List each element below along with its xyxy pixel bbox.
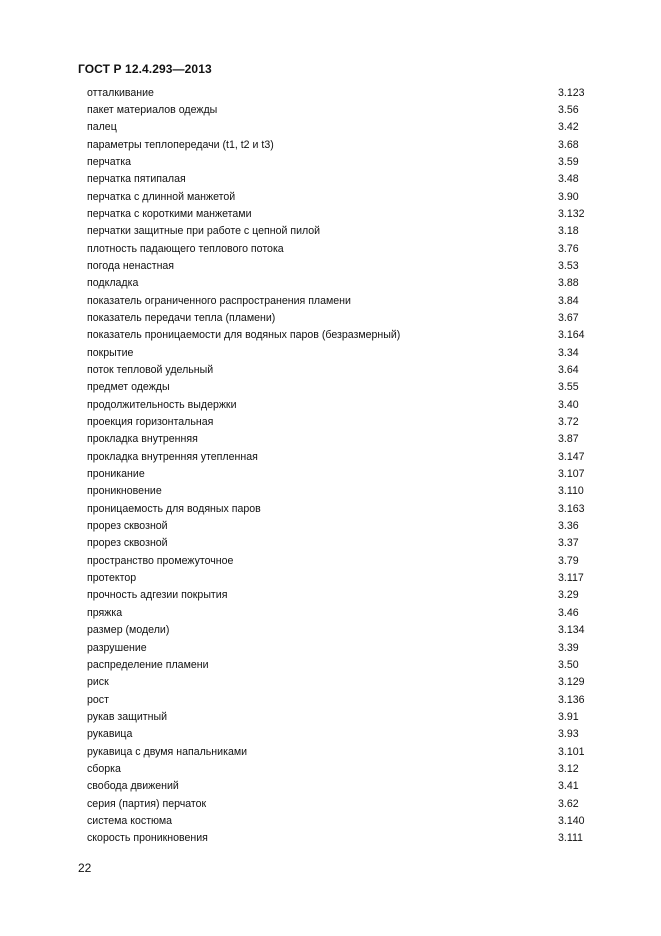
index-entry	[87, 85, 588, 102]
index-reference: 3.55	[558, 381, 579, 394]
index-term: покрытие	[87, 346, 134, 359]
index-reference: 3.110	[558, 485, 584, 498]
index-reference: 3.56	[558, 103, 579, 116]
index-term: перчатка с длинной манжетой	[87, 190, 236, 203]
index-reference: 3.101	[558, 745, 585, 758]
index-term: серия (партия) перчаток	[87, 797, 207, 810]
index-entry	[87, 275, 588, 292]
index-term: проекция горизонтальная	[87, 416, 214, 429]
index-term: протектор	[87, 572, 137, 585]
index-term: рост	[87, 693, 109, 706]
index-reference: 3.59	[558, 155, 579, 168]
index-reference: 3.164	[558, 329, 585, 342]
index-entry	[87, 501, 588, 518]
index-reference: 3.36	[558, 520, 579, 533]
index-reference: 3.129	[558, 676, 585, 689]
index-reference: 3.123	[558, 86, 585, 99]
index-entry	[87, 813, 588, 830]
page-number: 22	[78, 861, 92, 875]
index-term: рукав защитный	[87, 710, 168, 723]
index-term: продолжительность выдержки	[87, 398, 237, 411]
index-reference: 3.37	[558, 537, 579, 550]
index-term: свобода движений	[87, 780, 179, 793]
index-term: пакет материалов одежды	[87, 103, 218, 116]
index-entry	[87, 535, 588, 552]
index-entry	[87, 258, 588, 275]
index-entry	[87, 830, 588, 847]
index-entry	[87, 102, 588, 119]
index-reference: 3.91	[558, 710, 579, 723]
index-reference: 3.18	[558, 225, 579, 238]
index-entry	[87, 154, 588, 171]
index-entry	[87, 189, 588, 206]
index-reference: 3.117	[558, 572, 584, 585]
index-entry	[87, 206, 588, 223]
index-entry	[87, 483, 588, 500]
index-entry	[87, 709, 588, 726]
index-reference: 3.72	[558, 416, 579, 429]
index-entry	[87, 310, 588, 327]
index-term: параметры теплопередачи (t1, t2 и t3)	[87, 138, 274, 151]
index-term: перчатка	[87, 155, 132, 168]
index-term: прорез сквозной	[87, 537, 168, 550]
index-term: риск	[87, 676, 109, 689]
index-reference: 3.46	[558, 606, 579, 619]
index-term: показатель передачи тепла (пламени)	[87, 311, 276, 324]
index-reference: 3.53	[558, 259, 579, 272]
index-term: прокладка внутренняя	[87, 433, 198, 446]
index-entry	[87, 137, 588, 154]
index-entry	[87, 692, 588, 709]
index-reference: 3.48	[558, 173, 579, 186]
index-entry	[87, 553, 588, 570]
index-entry	[87, 744, 588, 761]
index-reference: 3.67	[558, 311, 579, 324]
index-term: палец	[87, 121, 117, 134]
index-entry	[87, 778, 588, 795]
index-entry	[87, 379, 588, 396]
index-term: предмет одежды	[87, 381, 170, 394]
index-entry	[87, 431, 588, 448]
index-entry	[87, 223, 588, 240]
index-entry	[87, 587, 588, 604]
index-reference: 3.50	[558, 658, 579, 671]
index-reference: 3.42	[558, 121, 579, 134]
index-term: прочность адгезии покрытия	[87, 589, 228, 602]
index-term: показатель проницаемости для водяных паров (безразмерный)	[87, 329, 401, 342]
index-term: проникание	[87, 468, 145, 481]
index-reference: 3.88	[558, 277, 579, 290]
index-reference: 3.134	[558, 624, 585, 637]
index-term: проницаемость для водяных паров	[87, 502, 261, 515]
index-entry	[87, 761, 588, 778]
index-reference: 3.136	[558, 693, 585, 706]
index-reference: 3.111	[558, 832, 583, 845]
index-reference: 3.12	[558, 762, 579, 775]
index-term: проникновение	[87, 485, 162, 498]
index-reference: 3.64	[558, 364, 579, 376]
index-term: подкладка	[87, 277, 139, 290]
index-reference: 3.62	[558, 797, 579, 810]
index-reference: 3.29	[558, 589, 579, 602]
index-entry	[87, 657, 588, 674]
index-term: прокладка внутренняя утепленная	[87, 450, 258, 463]
index-reference: 3.39	[558, 641, 579, 654]
index-entry	[87, 726, 588, 743]
index-entry	[87, 241, 588, 258]
index-reference: 3.93	[558, 728, 579, 741]
index-reference: 3.163	[558, 502, 585, 515]
index-reference: 3.40	[558, 398, 579, 411]
index-entry	[87, 570, 588, 587]
index-list	[87, 85, 588, 848]
index-reference: 3.132	[558, 207, 585, 220]
index-entry	[87, 327, 588, 344]
index-term: погода ненастная	[87, 259, 175, 272]
index-reference: 3.140	[558, 814, 585, 827]
index-reference: 3.34	[558, 346, 579, 359]
index-entry	[87, 171, 588, 188]
index-reference: 3.87	[558, 433, 579, 446]
index-entry	[87, 362, 588, 379]
index-term: распределение пламени	[87, 658, 209, 671]
index-entry	[87, 796, 588, 813]
index-term: сборка	[87, 762, 121, 775]
index-entry	[87, 605, 588, 622]
index-term: система костюма	[87, 814, 173, 827]
index-entry	[87, 397, 588, 414]
index-term: поток тепловой удельный	[87, 364, 214, 376]
index-term: размер (модели)	[87, 624, 170, 637]
index-entry	[87, 293, 588, 310]
index-entry	[87, 466, 588, 483]
index-term: пряжка	[87, 606, 123, 619]
index-entry	[87, 119, 588, 136]
index-reference: 3.76	[558, 242, 579, 255]
index-term: перчатки защитные при работе с цепной пилой	[87, 225, 321, 238]
index-reference: 3.84	[558, 294, 579, 307]
index-entry	[87, 518, 588, 535]
index-entry	[87, 674, 588, 691]
index-term: разрушение	[87, 641, 147, 654]
index-entry	[87, 449, 588, 466]
index-term: отталкивание	[87, 86, 154, 99]
index-entry	[87, 345, 588, 362]
index-reference: 3.79	[558, 554, 579, 567]
index-reference: 3.90	[558, 190, 579, 203]
index-reference: 3.107	[558, 468, 585, 481]
index-term: перчатка с короткими манжетами	[87, 207, 252, 220]
index-reference: 3.41	[558, 780, 579, 793]
index-reference: 3.147	[558, 450, 585, 463]
index-reference: 3.68	[558, 138, 579, 151]
index-term: показатель ограниченного распространения пламени	[87, 294, 351, 307]
index-term: перчатка пятипалая	[87, 173, 186, 186]
index-term: рукавица	[87, 728, 133, 741]
index-term: скорость проникновения	[87, 832, 208, 845]
index-term: рукавица с двумя напальниками	[87, 745, 248, 758]
index-entry	[87, 414, 588, 431]
document-header: ГОСТ Р 12.4.293—2013	[78, 62, 212, 76]
index-term: пространство промежуточное	[87, 554, 234, 567]
index-term: прорез сквозной	[87, 520, 168, 533]
index-term: плотность падающего теплового потока	[87, 242, 284, 255]
index-entry	[87, 622, 588, 639]
index-entry	[87, 640, 588, 657]
